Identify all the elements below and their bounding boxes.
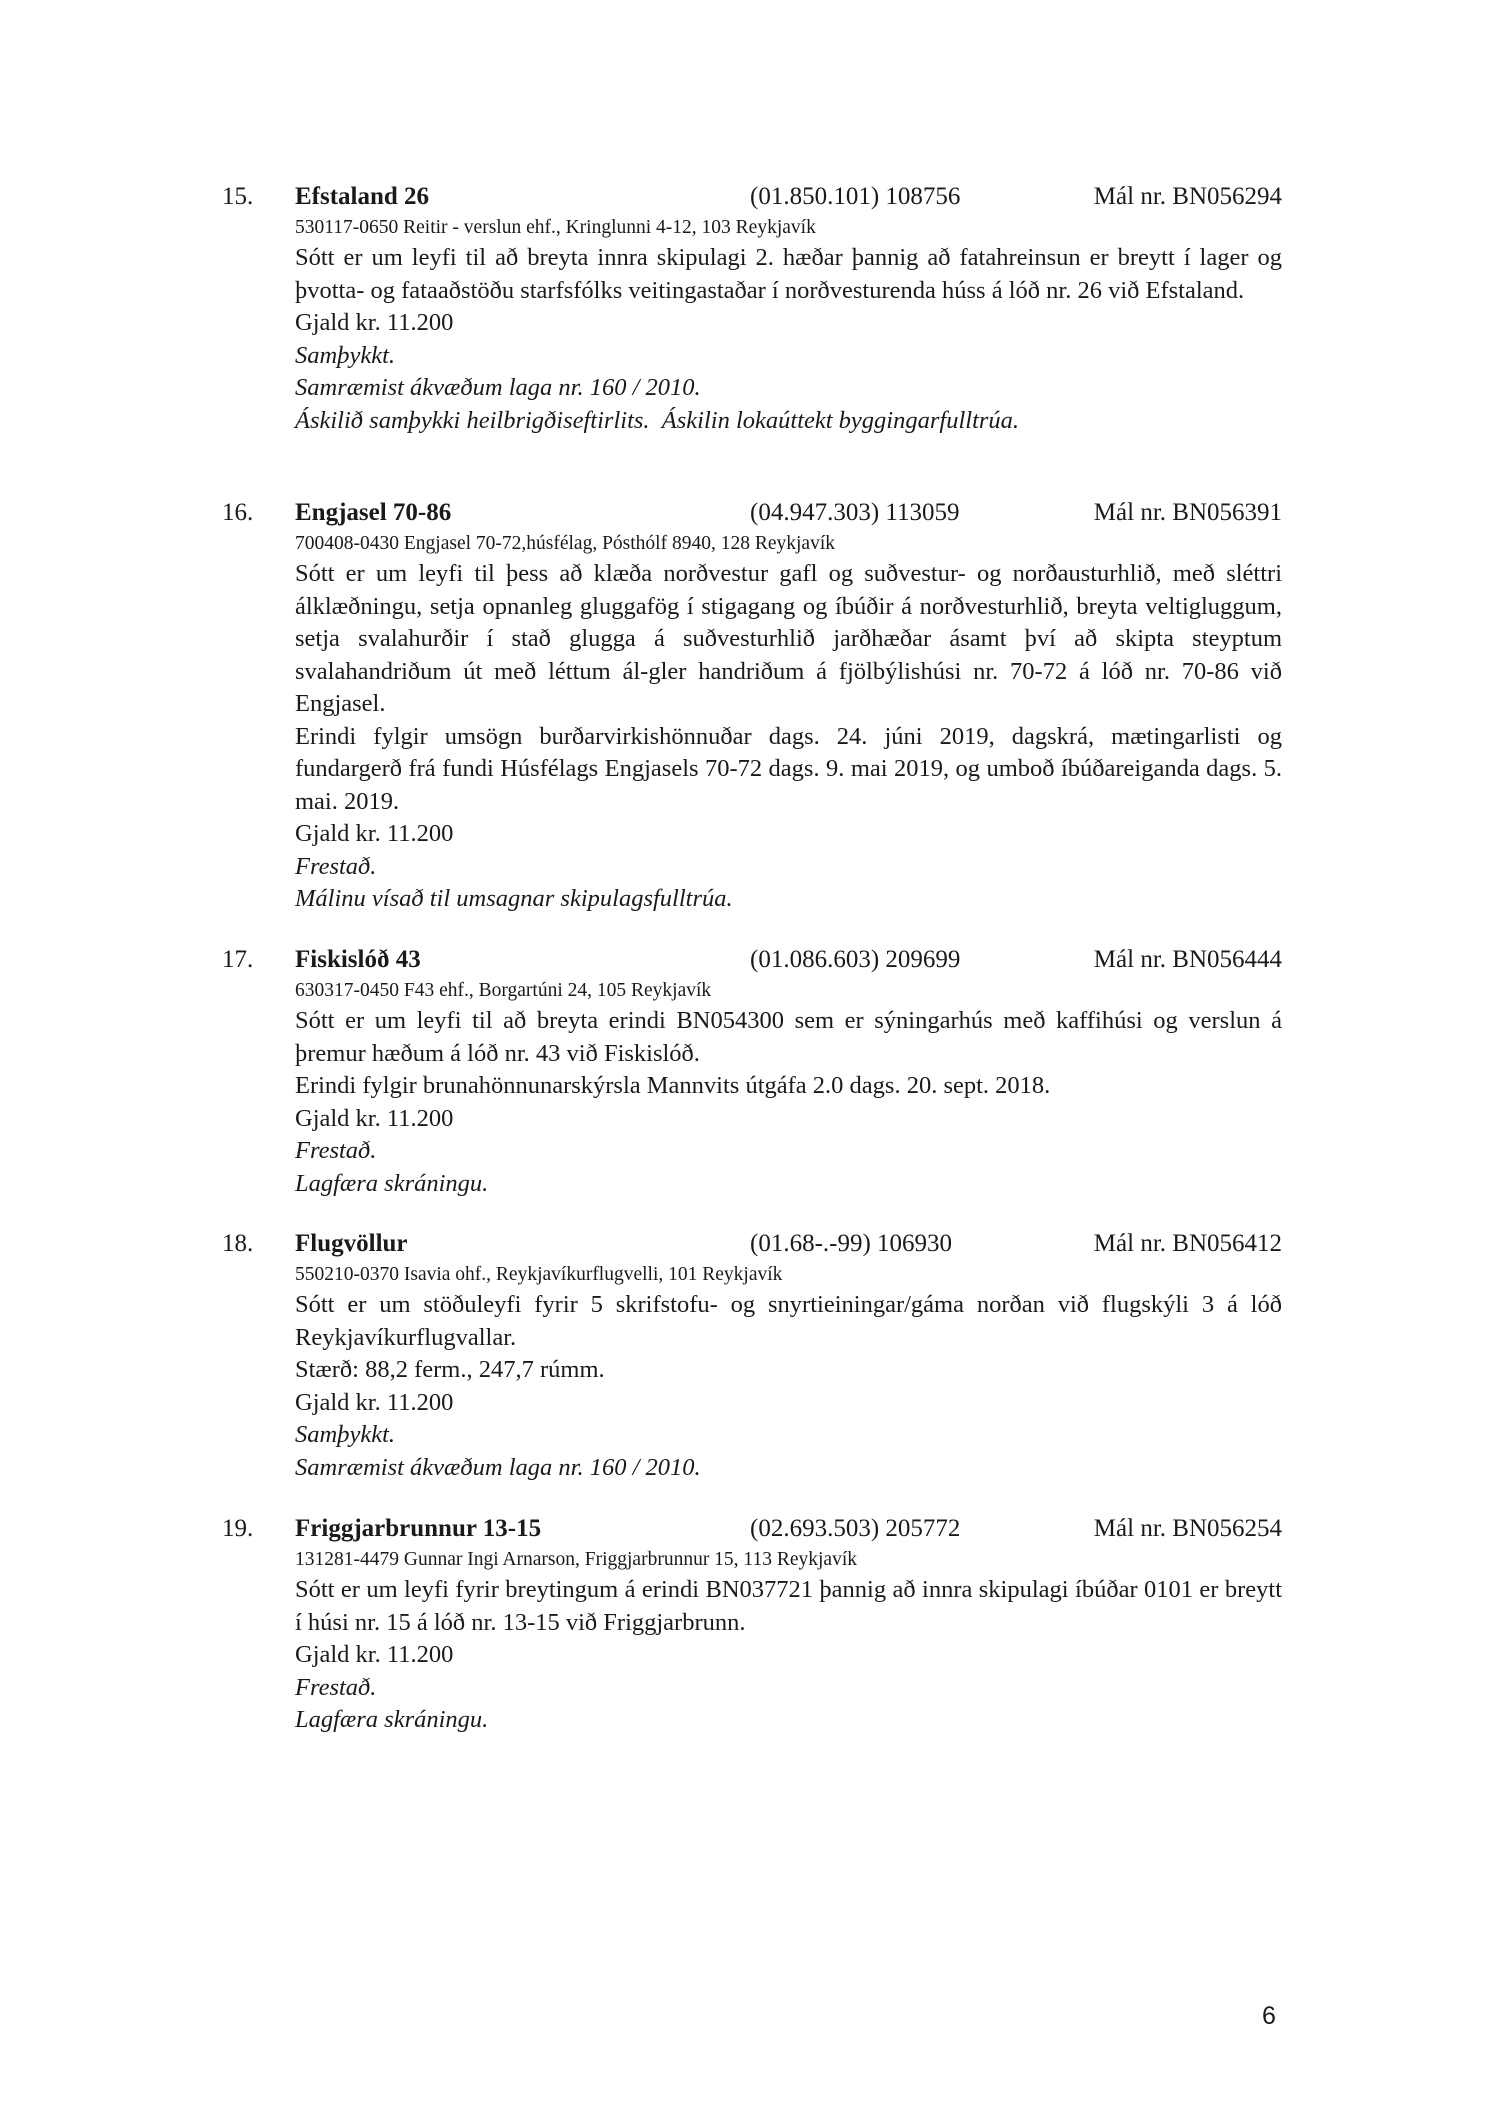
entry-fee: Gjald kr. 11.200 [295,1641,454,1668]
entry-title: Friggjarbrunnur 13-15 [295,1515,542,1542]
entry-reference: (04.947.303) 113059 [750,499,960,526]
entry-title: Flugvöllur [295,1230,408,1257]
entry-decision: Lagfæra skráningu. [295,1169,489,1197]
entry-header [222,1512,1282,1546]
entry-fee: Gjald kr. 11.200 [295,1104,454,1132]
entry-number: 18. [222,1230,254,1257]
entry-size: Stærð: 88,2 ferm., 247,7 rúmm. [295,1356,605,1383]
entry-description: Sótt er um leyfi til að breyta innra skipulagi 2. hæðar þannig að fatahreinsun er breytt í lager og þvotta- og fataaðstöðu starfsfólks veitingastaðar í norðvesturenda húss á lóð nr. 26 við Efstaland. [295,244,1282,304]
case-entry [222,496,1282,916]
entry-decision: Frestað. [295,1673,377,1701]
case-number: Mál nr. BN056391 [1093,499,1282,526]
entry-number: 19. [222,1515,254,1542]
entry-decision: Lagfæra skráningu. [295,1706,489,1733]
entry-decision: Málinu vísað til umsagnar skipulagsfulltrúa. [295,885,733,912]
entry-title: Engjasel 70-86 [295,499,452,526]
entry-title: Fiskislóð 43 [295,946,421,973]
entry-number: 16. [222,499,254,526]
entry-description: Sótt er um leyfi til að breyta erindi BN054300 sem er sýningarhús með kaffihúsi og verslun á þremur hæðum á lóð nr. 43 við Fiskislóð. [295,1007,1282,1067]
entry-reference: (02.693.503) 205772 [750,1515,961,1542]
entry-header [222,496,1282,530]
entry-header [222,180,1282,214]
entry-decision: Áskilið samþykki heilbrigðiseftirlits. Áskilin lokaúttekt byggingarfulltrúa. [295,406,1020,434]
entry-decision: Samræmist ákvæðum laga nr. 160 / 2010. [295,1453,701,1481]
entry-description: Sótt er um leyfi til þess að klæða norðvestur gafl og suðvestur- og norðausturhlið, með sléttri álklæðningu, setja opnanleg gluggafög í stigagang og íbúðir á norðvesturhlið, breyta veltigluggum, setja svalahurðir í stað glugga á suðvesturhlið jarðhæðar ásamt því að skipta steyptum svalahandriðum út með léttum ál-gler handriðum á fjölbýlishúsi nr. 70-72 á lóð nr. 70-86 við Engjasel. [295,560,1282,717]
entry-owner: 630317-0450 F43 ehf., Borgartúni 24, 105 Reykjavík [295,980,712,1001]
entry-body [295,214,1282,437]
case-number: Mál nr. BN056254 [1093,1515,1282,1542]
entry-decision: Samræmist ákvæðum laga nr. 160 / 2010. [295,374,701,401]
entry-owner: 530117-0650 Reitir - verslun ehf., Kringlunni 4-12, 103 Reykjavík [295,217,816,238]
entry-body [295,530,1282,916]
entry-fee: Gjald kr. 11.200 [295,309,454,336]
case-entry [222,180,1282,437]
case-number: Mál nr. BN056412 [1093,1230,1282,1257]
entry-decision: Frestað. [295,852,377,880]
entry-header [222,943,1282,977]
entry-decision: Samþykkt. [295,1421,395,1448]
entry-reference: (01.68-.-99) 106930 [750,1230,953,1257]
entry-number: 17. [222,946,254,973]
entry-owner: 550210-0370 Isavia ohf., Reykjavíkurflugvelli, 101 Reykjavík [295,1264,783,1285]
entry-body [295,1546,1282,1737]
entry-reference: (01.850.101) 108756 [750,183,961,210]
entry-attachments: Erindi fylgir brunahönnunarskýrsla Mannvits útgáfa 2.0 dags. 20. sept. 2018. [295,1072,1051,1099]
entry-fee: Gjald kr. 11.200 [295,1388,454,1416]
case-entry [222,1512,1282,1737]
entry-decision: Frestað. [295,1137,377,1164]
entry-header [222,1227,1282,1261]
case-entry [222,1227,1282,1484]
entry-attachments: Erindi fylgir umsögn burðarvirkishönnuðar dags. 24. júni 2019, dagskrá, mætingarlisti og fundargerð frá fundi Húsfélags Engjasels 70-72 dags. 9. mai 2019, og umboð íbúðareiganda dags. 5. mai. 2019. [295,722,1282,815]
entry-body [295,1261,1282,1484]
entry-body [295,977,1282,1200]
entry-fee: Gjald kr. 11.200 [295,820,454,847]
page-number: 6 [1262,2002,1276,2030]
entry-description: Sótt er um leyfi fyrir breytingum á erindi BN037721 þannig að innra skipulagi íbúðar 0101 er breytt í húsi nr. 15 á lóð nr. 13-15 við Friggjarbrunn. [295,1576,1282,1636]
case-number: Mál nr. BN056444 [1093,946,1282,973]
entry-owner: 700408-0430 Engjasel 70-72,húsfélag, Pósthólf 8940, 128 Reykjavík [295,533,835,554]
case-entry [222,943,1282,1200]
entry-reference: (01.086.603) 209699 [750,946,961,973]
entry-number: 15. [222,183,254,210]
entry-title: Efstaland 26 [295,183,430,210]
entry-decision: Samþykkt. [295,341,395,369]
entry-owner: 131281-4479 Gunnar Ingi Arnarson, Friggjarbrunnur 15, 113 Reykjavík [295,1549,857,1570]
entry-description: Sótt er um stöðuleyfi fyrir 5 skrifstofu- og snyrtieiningar/gáma norðan við flugskýli 3 á lóð Reykjavíkurflugvallar. [295,1291,1282,1351]
case-number: Mál nr. BN056294 [1093,183,1282,210]
